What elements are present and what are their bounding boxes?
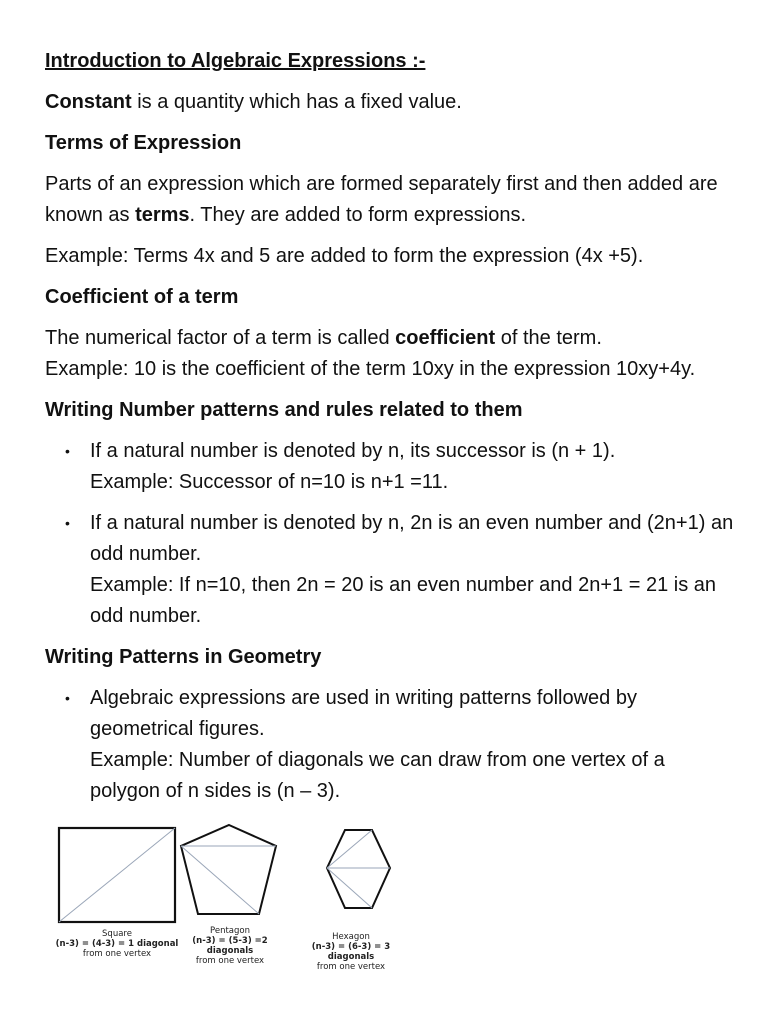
coefficient-definition <box>45 323 735 385</box>
geometry-heading: Writing Patterns in Geometry <box>45 646 322 668</box>
square-caption-note: from one vertex <box>82 949 152 959</box>
number-patterns-list <box>45 436 735 632</box>
coefficient-text-after: of the term. <box>495 327 602 349</box>
list-item-text: If a natural number is denoted by n, its successor is (n + 1). <box>90 440 616 462</box>
hexagon-caption-name: Hexagon <box>332 932 370 942</box>
hexagon-caption-note: from one vertex <box>316 962 386 972</box>
pentagon-caption-name: Pentagon <box>210 926 250 936</box>
coefficient-heading: Coefficient of a term <box>45 286 239 308</box>
hexagon-caption <box>294 932 408 972</box>
constant-text: is a quantity which has a fixed value. <box>131 91 462 113</box>
number-patterns-heading: Writing Number patterns and rules related to them <box>45 399 523 421</box>
constant-definition <box>45 87 735 118</box>
list-item-example: Example: If n=10, then 2n = 20 is an even number and 2n+1 = 21 is an odd number. <box>90 574 716 627</box>
pentagon-figure <box>181 825 276 914</box>
list-item <box>45 508 735 632</box>
constant-term: Constant <box>45 91 132 113</box>
list-item-example: Example: Number of diagonals we can draw from one vertex of a polygon of n sides is (n – 3). <box>90 749 665 802</box>
terms-definition <box>45 169 735 231</box>
list-item-text: If a natural number is denoted by n, 2n is an even number and (2n+1) an odd number. <box>90 512 734 565</box>
polygon-diagrams <box>50 820 410 930</box>
hexagon-caption-formula: (n-3) = (6-3) = 3 diagonals <box>311 942 391 962</box>
list-item <box>45 683 735 807</box>
list-item-example: Example: Successor of n=10 is n+1 =11. <box>90 471 449 493</box>
terms-example: Example: Terms 4x and 5 are added to form the expression (4x +5). <box>45 245 644 267</box>
terms-bold: terms <box>135 204 190 226</box>
document-title: Introduction to Algebraic Expressions :- <box>45 50 426 72</box>
square-caption <box>50 929 184 959</box>
pentagon-caption <box>174 926 286 966</box>
geometry-list <box>45 683 735 807</box>
coefficient-bold: coefficient <box>395 327 496 349</box>
square-figure <box>59 828 175 922</box>
square-caption-name: Square <box>102 929 132 939</box>
hexagon-figure <box>327 830 390 908</box>
terms-text-before: Parts of an expression which are formed separately first and then added are known as <box>45 173 718 226</box>
terms-heading: Terms of Expression <box>45 132 242 154</box>
document-body <box>45 46 735 817</box>
list-item-text: Algebraic expressions are used in writing patterns followed by geometrical figures. <box>90 687 637 740</box>
terms-text-after: . They are added to form expressions. <box>189 204 527 226</box>
bullet-icon: • <box>65 690 70 706</box>
coefficient-example: Example: 10 is the coefficient of the term 10xy in the expression 10xy+4y. <box>45 358 696 380</box>
coefficient-text-before: The numerical factor of a term is called <box>45 327 396 349</box>
square-caption-formula: (n-3) = (4-3) = 1 diagonal <box>55 939 179 949</box>
pentagon-caption-formula: (n-3) = (5-3) =2 diagonals <box>192 936 268 956</box>
bullet-icon: • <box>65 515 70 531</box>
pentagon-caption-note: from one vertex <box>195 956 265 966</box>
polygon-figures <box>50 820 410 970</box>
bullet-icon: • <box>65 443 70 459</box>
list-item <box>45 436 735 498</box>
